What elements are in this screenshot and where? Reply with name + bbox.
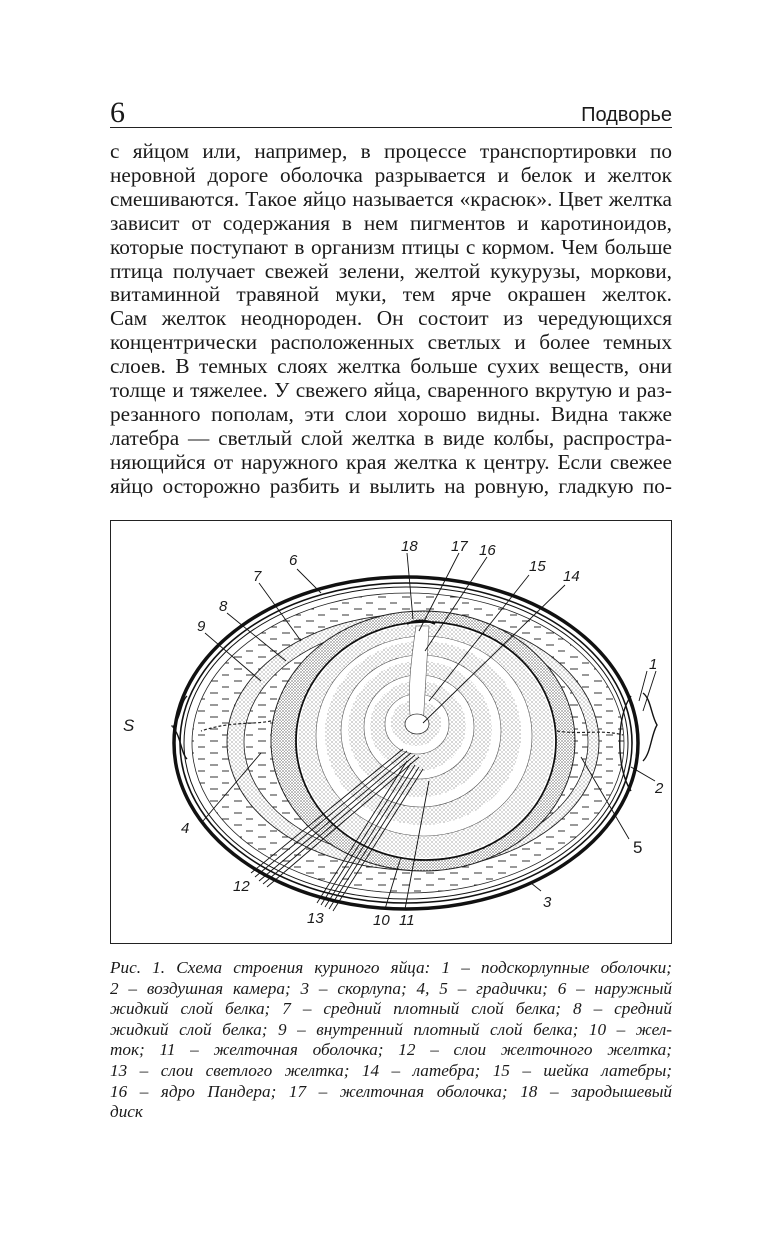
caption-line: 13 – слои светлого желтка; 14 – латебра; 15 – шейка латебры;	[110, 1060, 672, 1080]
header-rule	[110, 127, 672, 128]
text-line: зависит от содержания в нем пигментов и каротиноидов,	[110, 210, 672, 235]
text-line: латебра — светлый слой желтка в виде колбы, распростра-	[110, 425, 672, 450]
text-line: витаминной травяной муки, тем ярче окрашен желток.	[110, 282, 672, 307]
label-9: 9	[197, 618, 206, 635]
label-16: 16	[479, 542, 496, 559]
figure-frame	[110, 520, 672, 944]
label-10: 10	[373, 912, 390, 929]
text-line: с яйцом или, например, в процессе транспортировки по	[110, 139, 672, 163]
text-line: няющийся от наружного края желтка к центру. Если свежее	[110, 449, 672, 474]
text-line: толще и тяжелее. У свежего яйца, сваренного вкрутую и раз-	[110, 378, 672, 403]
label-3: 3	[543, 894, 552, 911]
text-line: Сам желток неоднороден. Он состоит из чередующихся	[110, 306, 672, 331]
label-6: 6	[289, 552, 298, 569]
text-line: концентрически расположенных светлых и более темных	[110, 330, 672, 355]
label-11: 11	[399, 912, 415, 929]
text-line: резанного пополам, эти слои хорошо видны. Видна также	[110, 401, 672, 426]
label-13: 13	[307, 910, 324, 927]
text-line: слоев. В темных слоях желтка больше сухих веществ, они	[110, 354, 672, 379]
egg-structure-diagram	[111, 521, 671, 943]
caption-line: диск	[110, 1102, 143, 1122]
body-paragraph	[110, 140, 672, 499]
running-head: Подворье	[581, 104, 672, 126]
label-8: 8	[219, 598, 228, 615]
page-number: 6	[110, 96, 125, 129]
figure-caption	[110, 958, 672, 1123]
label-2: 2	[655, 780, 664, 797]
caption-line: Рис. 1. Схема строения куриного яйца: 1 – подскорлупные оболочки;	[110, 958, 672, 977]
label-4: 4	[181, 820, 190, 837]
label-s: S	[123, 716, 135, 735]
text-line: неровной дороге оболочка разрывается и белок и желток	[110, 162, 672, 187]
caption-line: 2 – воздушная камера; 3 – скорлупа; 4, 5 – градички; 6 – наружный	[110, 978, 672, 998]
label-5: 5	[633, 838, 643, 857]
caption-line: жидкий слой белка; 7 – средний плотный слой белка; 8 – средний	[110, 999, 672, 1019]
yolk-layers	[298, 624, 554, 858]
caption-line: 16 – ядро Пандера; 17 – желточная оболочка; 18 – зародышевый	[110, 1081, 672, 1101]
text-line: яйцо осторожно разбить и вылить на ровную, гладкую по-	[110, 473, 672, 498]
text-line: смешиваются. Такое яйцо называется «красюк». Цвет желтка	[110, 186, 672, 211]
text-line: птица получает свежей зелени, желтой кукурузы, моркови,	[110, 258, 672, 283]
text-line: которые поступают в организм птицы с кормом. Чем больше	[110, 234, 672, 259]
label-18: 18	[401, 538, 418, 555]
label-17: 17	[451, 538, 468, 555]
label-14: 14	[563, 568, 580, 585]
label-12: 12	[233, 878, 250, 895]
label-1: 1	[649, 656, 658, 673]
caption-line: жидкий слой белка; 9 – внутренний плотный слой белка; 10 – жел-	[110, 1019, 672, 1039]
label-7: 7	[253, 568, 262, 585]
caption-line: ток; 11 – желточная оболочка; 12 – слои желточного желтка;	[110, 1040, 672, 1060]
label-15: 15	[529, 558, 546, 575]
